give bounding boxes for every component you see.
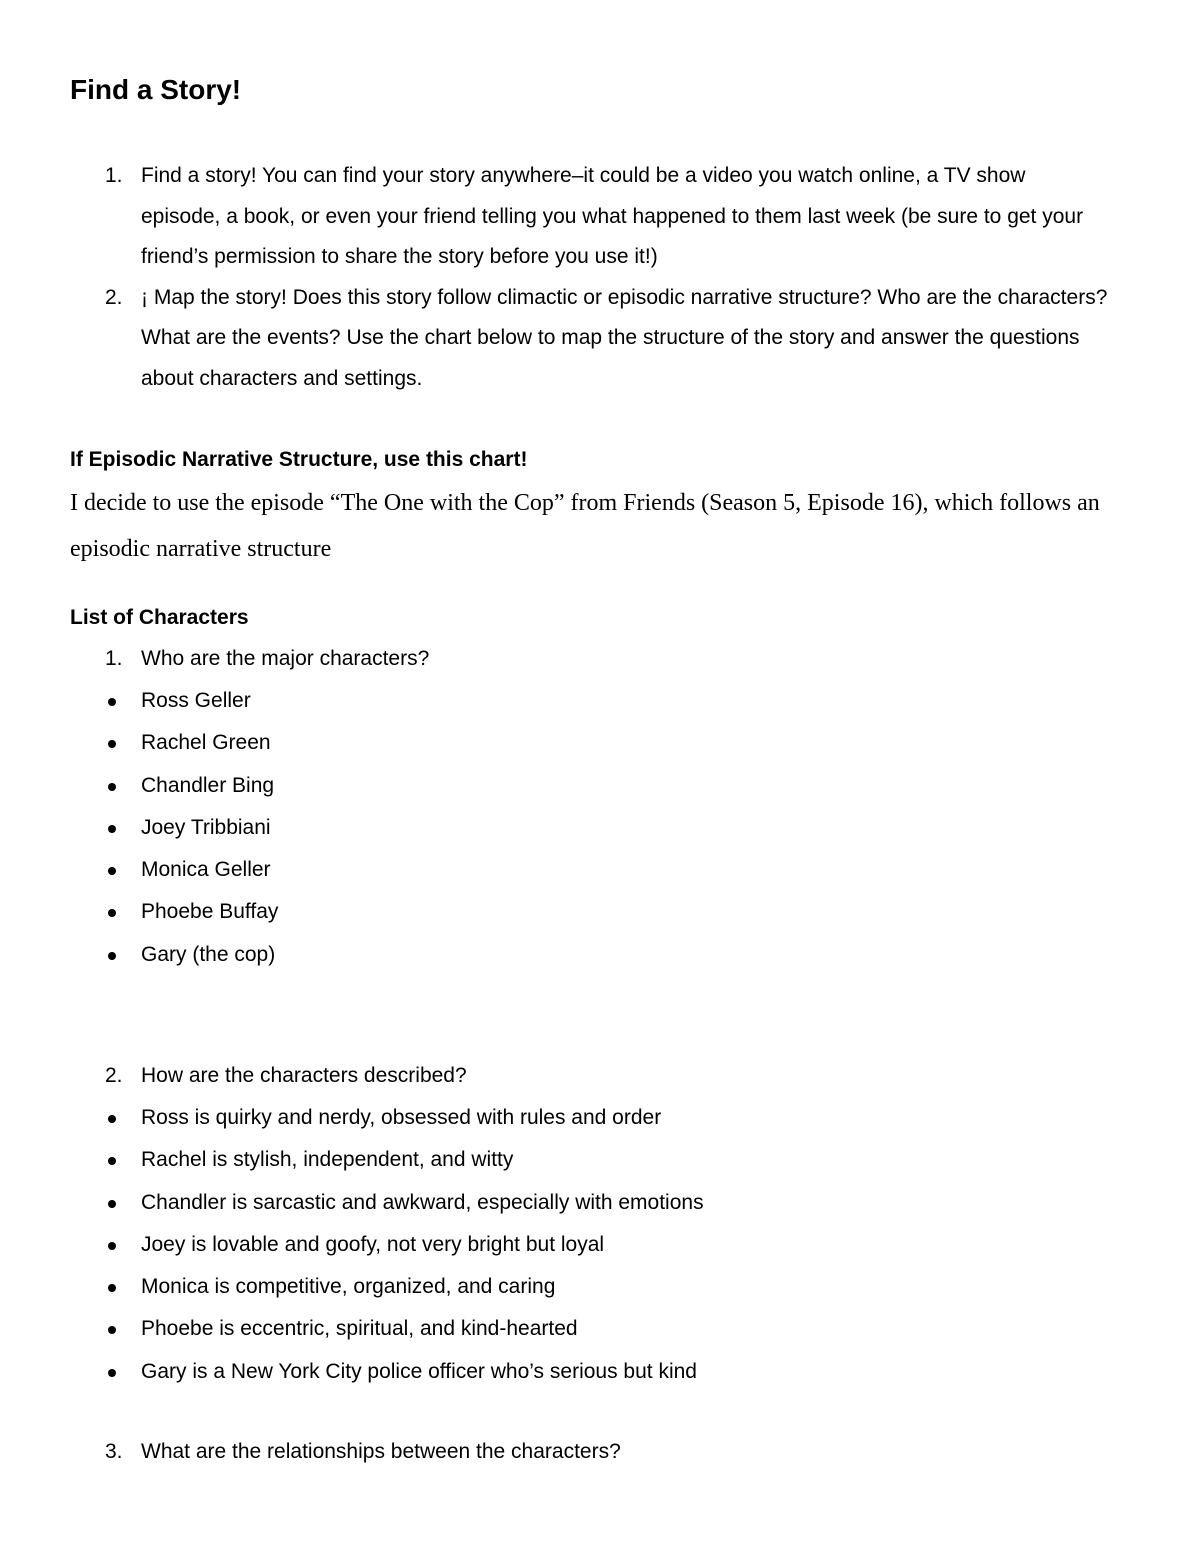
bullet-icon — [108, 1200, 116, 1208]
list-item — [0, 898, 1200, 940]
bullet-icon — [108, 952, 116, 960]
instruction-number: 2. — [105, 285, 123, 309]
list-item-text: Rachel Green — [141, 731, 271, 755]
list-item-text: Chandler is sarcastic and awkward, especially with emotions — [141, 1190, 704, 1214]
list-item — [0, 1146, 1200, 1188]
instruction-text: Find a story! You can find your story anywhere–it could be a video you watch online, a TV show episode, a book, or even your friend telling you what happened to them last week (be sure to get your friend’s permission to share the story before you use it!) — [141, 164, 1084, 268]
bullet-icon — [108, 1284, 116, 1292]
bullet-icon — [108, 1326, 116, 1334]
list-item — [0, 856, 1200, 898]
list-item — [0, 814, 1200, 856]
episodic-heading: If Episodic Narrative Structure, use this chart! — [70, 448, 528, 471]
list-item — [0, 941, 1200, 983]
list-item — [0, 772, 1200, 814]
list-item-text: Phoebe is eccentric, spiritual, and kind-hearted — [141, 1317, 578, 1341]
list-item-text: Chandler Bing — [141, 773, 275, 797]
bullet-icon — [108, 825, 116, 833]
list-item — [0, 1273, 1200, 1315]
list-item-text: Joey is lovable and goofy, not very bright but loyal — [141, 1232, 605, 1256]
bullet-icon — [108, 698, 116, 706]
instruction-list — [0, 156, 1200, 399]
characters-heading: List of Characters — [70, 606, 249, 629]
question-number: 1. — [105, 647, 123, 670]
list-item-text: Monica Geller — [141, 858, 271, 882]
question-number: 3. — [105, 1440, 123, 1463]
list-item-text: Ross is quirky and nerdy, obsessed with rules and order — [141, 1106, 662, 1129]
major-characters-list — [0, 687, 1200, 983]
question-text: Who are the major characters? — [141, 647, 430, 670]
question-text: How are the characters described? — [141, 1064, 467, 1087]
list-item-text: Gary (the cop) — [141, 942, 276, 966]
instruction-item — [0, 278, 1200, 400]
bullet-icon — [108, 1157, 116, 1165]
list-item-text: Monica is competitive, organized, and caring — [141, 1275, 556, 1299]
list-item — [0, 1358, 1200, 1400]
list-item — [0, 729, 1200, 771]
bullet-icon — [108, 867, 116, 875]
list-item — [0, 1231, 1200, 1273]
list-item-text: Ross Geller — [141, 689, 251, 712]
bullet-icon — [108, 783, 116, 791]
answer-paragraph: I decide to use the episode “The One with the Cop” from Friends (Season 5, Episode 16), which follows an episodic narrative structure — [70, 490, 1100, 562]
list-item — [0, 1315, 1200, 1357]
page-title: Find a Story! — [70, 74, 242, 105]
list-item — [0, 1104, 1200, 1146]
instruction-item — [0, 156, 1200, 278]
character-descriptions-list — [0, 1104, 1200, 1400]
question-text: What are the relationships between the characters? — [141, 1440, 621, 1463]
list-item — [0, 687, 1200, 729]
bullet-icon — [108, 1242, 116, 1250]
question-number: 2. — [105, 1064, 123, 1087]
list-item-text: Rachel is stylish, independent, and witty — [141, 1148, 514, 1172]
instruction-text: ¡ Map the story! Does this story follow climactic or episodic narrative structure? Who are the characters? What are the events? Use the chart below to map the structure of the story and answer the questions about characters and settings. — [141, 285, 1108, 390]
bullet-icon — [108, 1115, 116, 1123]
bullet-icon — [108, 740, 116, 748]
list-item-text: Gary is a New York City police officer who’s serious but kind — [141, 1359, 697, 1383]
list-item — [0, 1189, 1200, 1231]
bullet-icon — [108, 909, 116, 917]
bullet-icon — [108, 1369, 116, 1377]
instruction-number: 1. — [105, 164, 123, 187]
list-item-text: Phoebe Buffay — [141, 900, 279, 924]
list-item-text: Joey Tribbiani — [141, 815, 271, 839]
